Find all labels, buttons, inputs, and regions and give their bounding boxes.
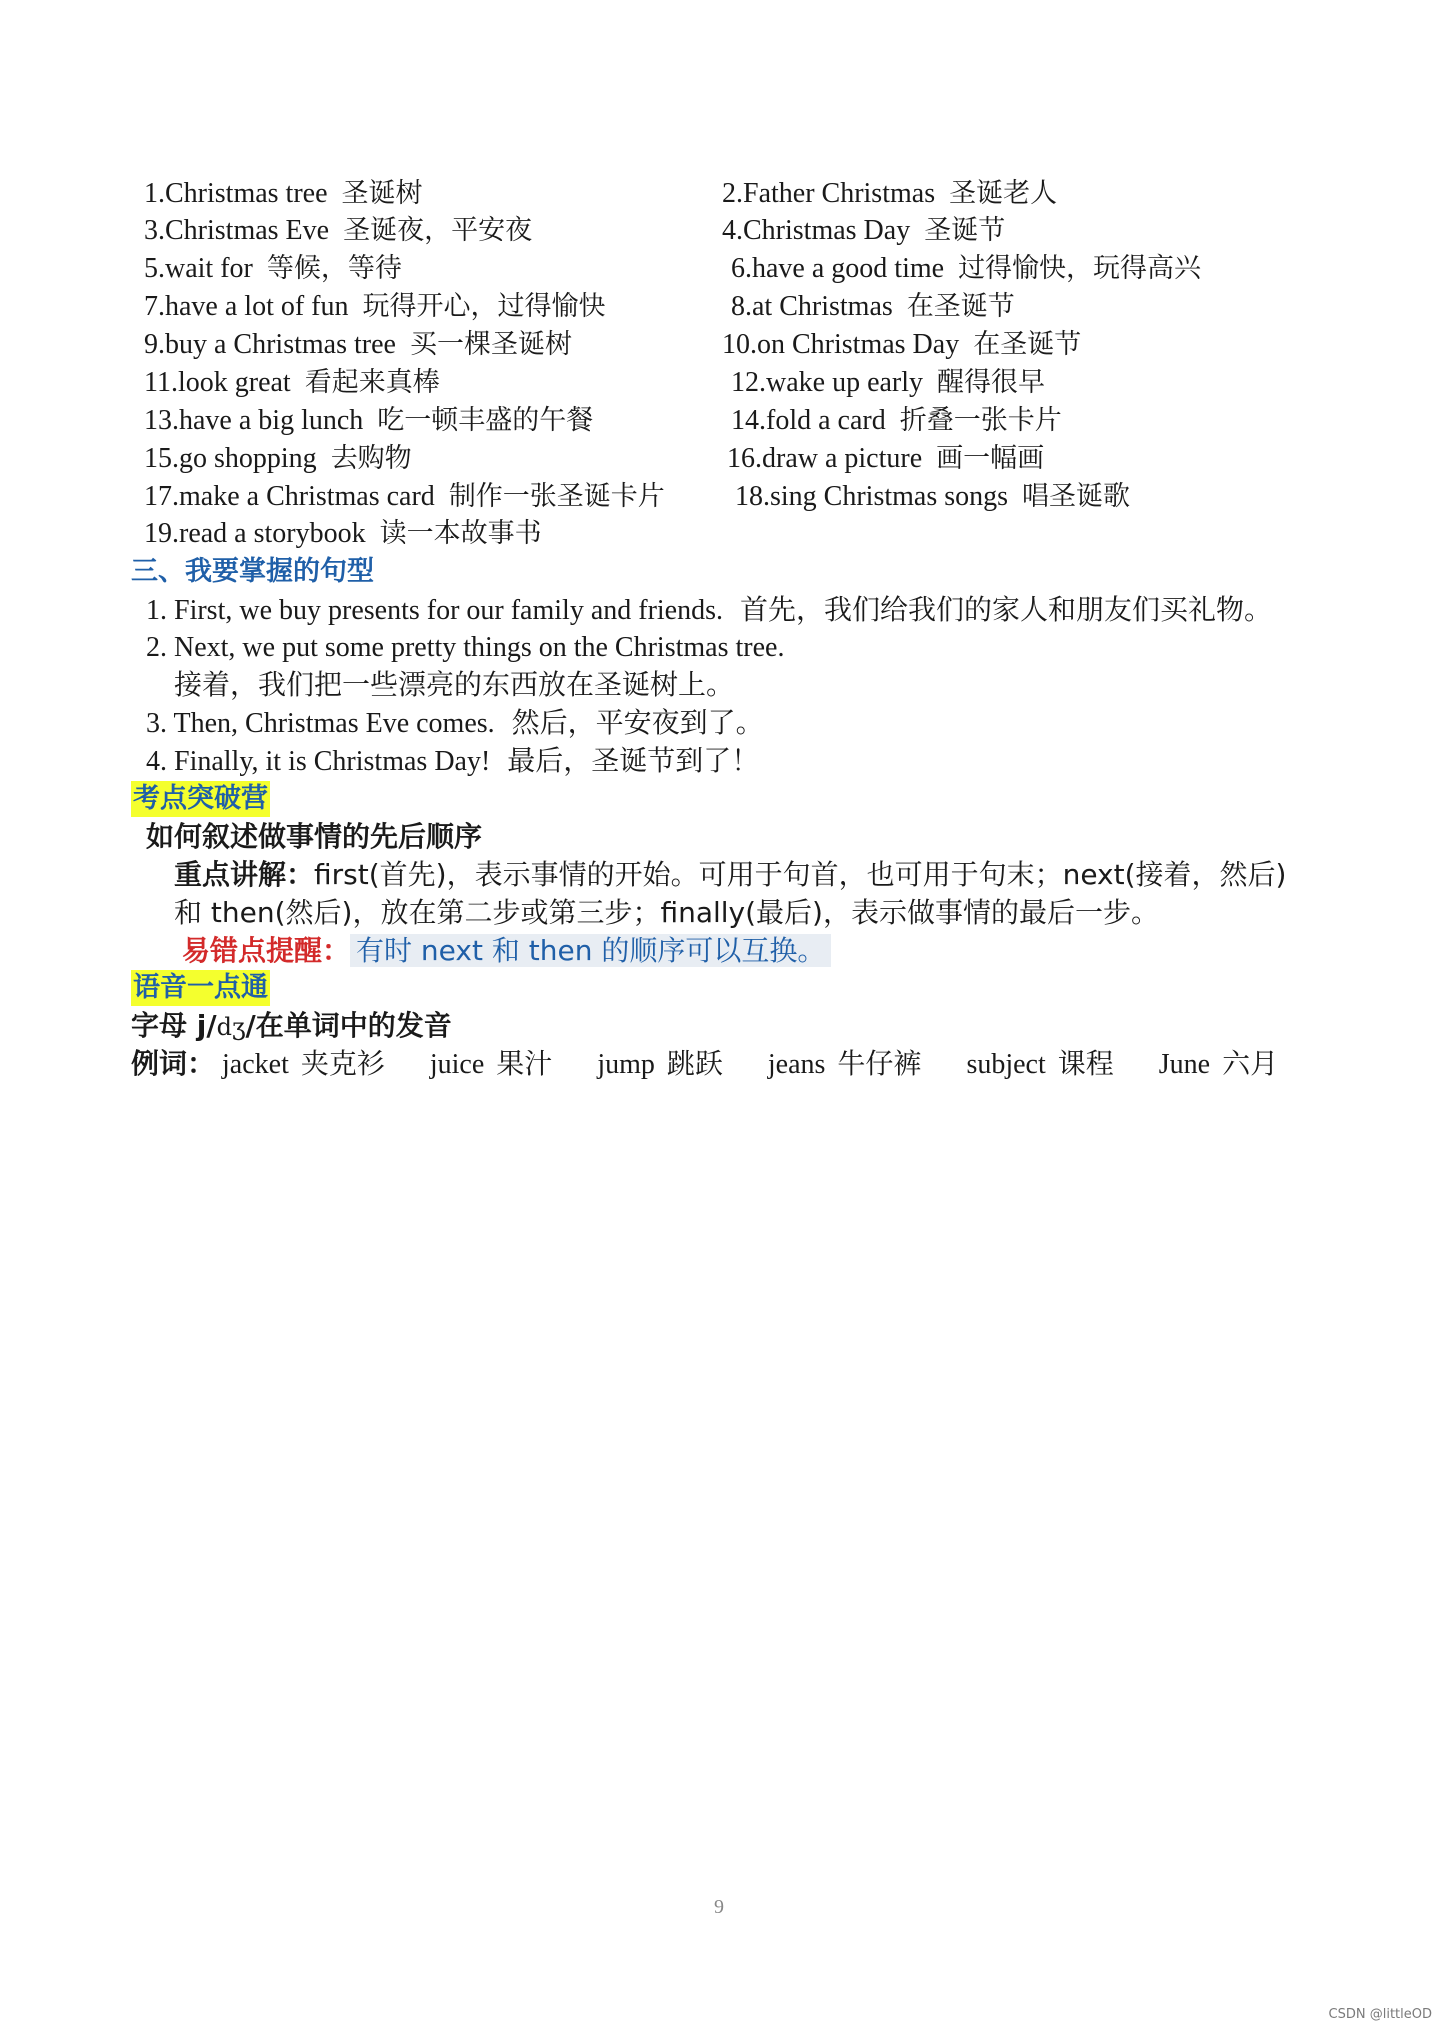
phonics-tag: 语音一点通 <box>131 970 270 1006</box>
section-heading: 三、我要掌握的句型 <box>131 556 374 587</box>
example-1: jacket 夹克衫 <box>222 1047 385 1080</box>
examples-line: 例词： jacket 夹克衫 juice 果汁 jump 跳跃 jeans 牛仔裤 subject 课程 June 六月 <box>131 1047 1279 1080</box>
focus-line-1: 重点讲解：first(首先)，表示事情的开始。可用于句首，也可用于句末；next(接着，然后) <box>174 858 1287 891</box>
vocab-item-7: 7.have a lot of fun 玩得开心，过得愉快 <box>144 291 606 322</box>
example-4: jeans 牛仔裤 <box>767 1047 922 1080</box>
vocab-item-17: 17.make a Christmas card 制作一张圣诞卡片 <box>144 481 665 512</box>
example-6: June 六月 <box>1158 1047 1279 1080</box>
kaodian-title: 如何叙述做事情的先后顺序 <box>146 820 483 853</box>
vocab-item-15: 15.go shopping 去购物 <box>144 443 412 474</box>
vocab-item-4: 4.Christmas Day 圣诞节 <box>722 215 1006 246</box>
vocab-item-13: 13.have a big lunch 吃一顿丰盛的午餐 <box>144 405 594 436</box>
sentence-4: 4. Finally, it is Christmas Day! 最后，圣诞节到了！ <box>146 744 760 777</box>
example-5: subject 课程 <box>966 1047 1114 1080</box>
vocab-item-11: 11.look great 看起来真棒 <box>144 367 440 398</box>
sentence-2-translation: 接着，我们把一些漂亮的东西放在圣诞树上。 <box>174 668 735 701</box>
tip-text: 有时 next 和 then 的顺序可以互换。 <box>350 934 831 967</box>
vocab-item-5: 5.wait for 等候，等待 <box>144 253 402 284</box>
example-2: juice 果汁 <box>429 1047 553 1080</box>
watermark: CSDN @littleOD <box>1328 2007 1432 2022</box>
vocab-item-10: 10.on Christmas Day 在圣诞节 <box>722 329 1082 360</box>
sentence-2: 2. Next, we put some pretty things on the Christmas tree. <box>146 632 785 663</box>
vocab-item-19: 19.read a storybook 读一本故事书 <box>144 518 542 549</box>
vocab-item-18: 18.sing Christmas songs 唱圣诞歌 <box>735 481 1131 512</box>
vocab-item-2: 2.Father Christmas 圣诞老人 <box>722 178 1058 209</box>
focus-line-2: 和 then(然后)，放在第二步或第三步；finally(最后)，表示做事情的最后一步。 <box>174 896 1159 929</box>
vocab-item-9: 9.buy a Christmas tree 买一棵圣诞树 <box>144 329 572 360</box>
kaodian-tag: 考点突破营 <box>131 781 270 817</box>
sentence-1: 1. First, we buy presents for our family and friends. 首先，我们给我们的家人和朋友们买礼物。 <box>146 593 1273 626</box>
vocab-item-8: 8.at Christmas 在圣诞节 <box>731 291 1015 322</box>
example-3: jump 跳跃 <box>597 1047 723 1080</box>
vocab-item-12: 12.wake up early 醒得很早 <box>731 367 1046 398</box>
vocab-item-1: 1.Christmas tree 圣诞树 <box>144 178 423 209</box>
tip-line: 易错点提醒： 有时 next 和 then 的顺序可以互换。 <box>182 933 831 970</box>
phonics-title: 字母 j/dʒ/在单词中的发音 <box>131 1009 452 1042</box>
vocab-item-6: 6.have a good time 过得愉快，玩得高兴 <box>731 253 1202 284</box>
vocab-item-16: 16.draw a picture 画一幅画 <box>727 443 1045 474</box>
page-number: 9 <box>714 1896 724 1918</box>
vocab-item-14: 14.fold a card 折叠一张卡片 <box>731 405 1062 436</box>
vocab-item-3: 3.Christmas Eve 圣诞夜，平安夜 <box>144 215 533 246</box>
sentence-3: 3. Then, Christmas Eve comes. 然后，平安夜到了。 <box>146 706 764 739</box>
